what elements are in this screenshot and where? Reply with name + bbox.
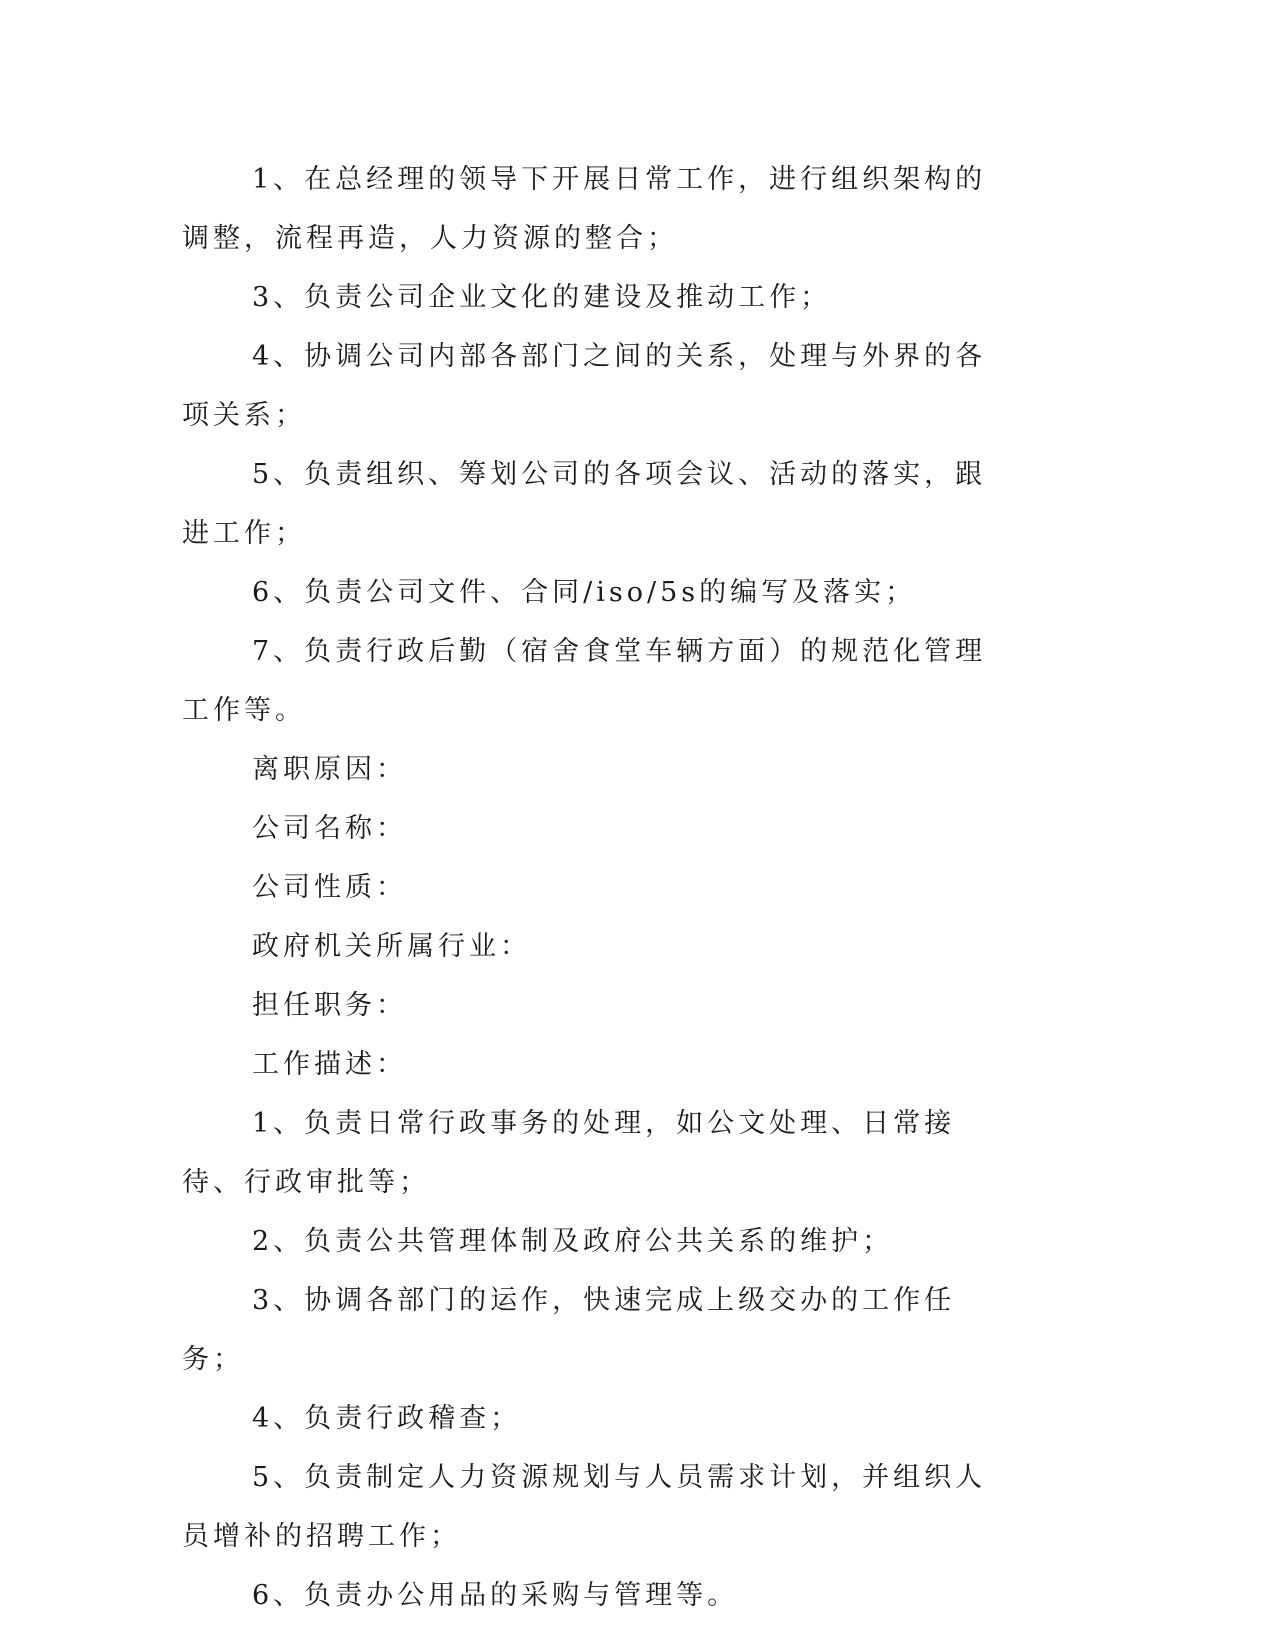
paragraph-task-1: 1、负责日常行政事务的处理，如公文处理、日常接待、行政审批等； (182, 1108, 956, 1198)
paragraph-duty-5: 5、负责组织、筹划公司的各项会议、活动的落实，跟进工作； (182, 459, 987, 549)
paragraph-task-3: 3、协调各部门的运作，快速完成上级交办的工作任务； (182, 1285, 956, 1375)
field-company-name: 公司名称： (252, 813, 407, 844)
paragraph-duty-4: 4、协调公司内部各部门之间的关系，处理与外界的各项关系； (182, 341, 987, 431)
paragraph-duty-7: 7、负责行政后勤（宿舍食堂车辆方面）的规范化管理工作等。 (182, 636, 987, 726)
paragraph-task-6: 6、负责办公用品的采购与管理等。 (252, 1580, 739, 1611)
paragraph-task-2: 2、负责公共管理体制及政府公共关系的维护； (252, 1226, 894, 1257)
field-position: 担任职务： (252, 990, 407, 1021)
paragraph-duty-6: 6、负责公司文件、合同/iso/5s的编写及落实； (252, 577, 917, 608)
document-page (182, 150, 1012, 1625)
paragraph-duty-3: 3、负责公司企业文化的建设及推动工作； (252, 282, 832, 313)
field-industry: 政府机关所属行业： (252, 931, 531, 962)
field-company-type: 公司性质： (252, 872, 407, 903)
paragraph-duty-1: 1、在总经理的领导下开展日常工作，进行组织架构的调整，流程再造，人力资源的整合； (182, 164, 987, 254)
field-job-description: 工作描述： (252, 1049, 407, 1080)
paragraph-task-5: 5、负责制定人力资源规划与人员需求计划，并组织人员增补的招聘工作； (182, 1462, 987, 1552)
paragraph-task-4: 4、负责行政稽查； (252, 1403, 522, 1434)
field-leave-reason: 离职原因： (252, 754, 407, 785)
